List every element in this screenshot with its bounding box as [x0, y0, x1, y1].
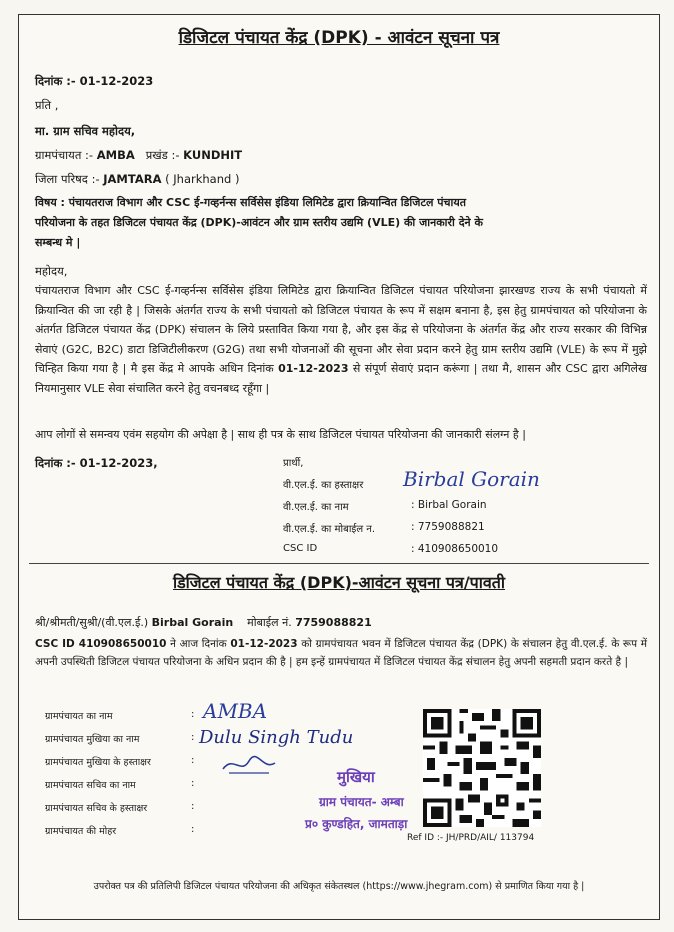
receipt-mobile-label: मोबाईल नं. — [247, 616, 292, 629]
vle-signature: Birbal Gorain — [403, 467, 540, 491]
prakhand-label: प्रखंड :- — [145, 148, 180, 162]
salutation: महोदय, — [35, 264, 68, 278]
addressee: मा. ग्राम सचिव महोदय, — [35, 124, 136, 138]
form-label-sachiv-sign: ग्रामपंचायत सचिव के हस्ताक्षर — [45, 803, 148, 814]
cooperation-line: आप लोगों से समन्वय एवंम सहयोग की अपेक्षा है | साथ ही पत्र के साथ डिजिटल पंचायत परियोजना की जानकारी संलग्न है | — [35, 428, 526, 441]
colon: : — [191, 755, 195, 766]
colon: : — [191, 824, 195, 835]
letter-title: डिजिटल पंचायत केंद्र (DPK) - आवंटन सूचना पत्र — [178, 28, 500, 48]
date-line: दिनांक :- 01-12-2023 — [35, 74, 154, 88]
prarthi: प्रार्थी, — [283, 458, 304, 469]
receipt-text: ने आज दिनांक — [166, 638, 231, 650]
vle-sign-label: वी.एल.ई. का हस्ताक्षर — [283, 480, 364, 491]
csc-id: : 410908650010 — [411, 543, 499, 555]
form-label-mukhiya-sign: ग्रामपंचायत मुखिया के हस्ताक्षर — [45, 757, 151, 768]
letter-page — [18, 14, 660, 920]
receipt-name: Birbal Gorain — [151, 616, 234, 629]
receipt-name-label: श्री/श्रीमती/सुश्री/(वी.एल.ई.) — [35, 616, 149, 629]
colon: : — [191, 801, 195, 812]
receipt-name-line — [35, 615, 372, 631]
form-label-panchayat: ग्रामपंचायत का नाम — [45, 711, 113, 722]
body-text: पंचायतराज विभाग और CSC ई-गव्हर्नन्स सर्विसेस इंडिया लिमिटेड द्वारा क्रियान्वित डिजिटल पंचायत परियोजना झारखण्ड राज्य के सभी पंचायतो में क्रियान्वित की जा रही है | जिसके अंतर्गत राज्य के सभी पंचायतो को डिजिटल पंचायत के रूप में सक्षम बनाना है, इस हेतु ग्रामपंचायत को परियोजना के अंतर्गत डिजिटल पंचायत केंद्र (DPK) संचालन के लिये प्रस्तावित किया गया है, और इस केंद्र से परियोजना के अंतर्गत केंद्र और राज्य सरकार की विभिन्न सेवाएं (G2C, B2C) डाटा डिजिटीलीकरण (G2G) तथा सभी योजनाओं की सूचना और सेवा प्रदान करने हेतु ग्राम स्तरीय उद्यमि (VLE) के रूप में मुझे चिन्हित किया गया है | मै इस केंद्र मे आपके अधिन दिनांक — [35, 284, 647, 375]
stamp-location: प्र० कुण्डहित, जामताड़ा — [305, 817, 408, 831]
vle-name: : Birbal Gorain — [411, 499, 487, 511]
section-divider — [29, 563, 649, 564]
subject-line-2: परियोजना के तहत डिजिटल पंचायत केंद्र (DPK)-आवंटन और ग्राम स्तरीय उद्यमि (VLE) की जानकारी देने के — [35, 216, 483, 229]
receipt-date: 01-12-2023 — [230, 638, 298, 650]
zila-line — [35, 171, 239, 187]
colon: : — [191, 732, 195, 743]
vle-name-label: वी.एल.ई. का नाम — [283, 502, 349, 513]
body-paragraph — [35, 281, 647, 398]
state-value: ( Jharkhand ) — [165, 172, 240, 186]
gram-panchayat-label: ग्रामपंचायत :- — [35, 148, 94, 162]
body-text-end: से संपूर्ण सेवाएं प्रदान करूंगा | तथा मै, शासन और CSC द्वारा अगिलेख नियमानुसार VLE सेवा संचालित करने हेतु वचनबध्द रहूँगा | — [35, 362, 647, 395]
zila-value: JAMTARA — [103, 172, 162, 186]
qr-code — [423, 709, 541, 827]
receipt-mobile: 7759088821 — [295, 616, 372, 629]
prati: प्रति , — [35, 98, 59, 112]
form-label-seal: ग्रामपंचायत की मोहर — [45, 826, 117, 837]
vle-mobile: : 7759088821 — [411, 521, 485, 533]
receipt-text-end: को ग्रामपंचायत भवन में डिजिटल पंचायत केंद्र (DPK) के संचालन हेतु वी.एल.ई. के रूप में अपनी उपस्थिती डिजिटल पंचायत परियोजना के अधिन प्रदान की है | हम इन्हें ग्रामपंचायत में डिजिटल पंचायत केंद्र संचालन हेतु अपनी सहमती प्रदान करते है | — [35, 638, 648, 668]
body-date: 01-12-2023 — [278, 362, 349, 375]
subject-line-3: सम्बन्ध मे | — [35, 236, 81, 249]
receipt-paragraph — [35, 635, 647, 671]
handwritten-mukhiya: Dulu Singh Tudu — [199, 727, 354, 748]
form-label-mukhiya-name: ग्रामपंचायत मुखिया का नाम — [45, 734, 140, 745]
gram-panchayat-value: AMBA — [96, 148, 135, 162]
date-line-2: दिनांक :- 01-12-2023, — [35, 456, 158, 470]
subject-line-1: विषय : पंचायतराज विभाग और CSC ई-गव्हर्नन्स सर्विसेस इंडिया लिमिटेड द्वारा क्रियान्वित डिजिटल पंचायत — [35, 196, 467, 209]
handwritten-amba: AMBA — [203, 699, 268, 723]
footer-note: उपरोक्त पत्र की प्रतिलिपी डिजिटल पंचायत परियोजना की अधिकृत संकेतस्थल (https://www.jhegram.com) से प्रमाणित किया गया है | — [93, 881, 585, 892]
csc-id-label: CSC ID — [283, 543, 318, 554]
stamp-mukhiya: मुखिया — [337, 768, 375, 786]
colon: : — [191, 778, 195, 789]
form-label-sachiv-name: ग्रामपंचायत सचिव का नाम — [45, 780, 136, 791]
vle-mobile-label: वी.एल.ई. का मोबाईल न. — [283, 524, 376, 535]
stamp-panchayat: ग्राम पंचायत- अम्बा — [319, 795, 404, 809]
receipt-title: डिजिटल पंचायत केंद्र (DPK)-आवंटन सूचना पत्र/पावती — [172, 573, 506, 592]
prakhand-value: KUNDHIT — [183, 148, 243, 162]
ref-id: Ref ID :- JH/PRD/AIL/ 113794 — [407, 833, 535, 843]
mukhiya-signature-scribble — [219, 753, 279, 777]
colon: : — [191, 709, 195, 720]
zila-label: जिला परिषद :- — [35, 172, 100, 186]
receipt-csc: CSC ID 410908650010 — [35, 638, 167, 650]
panchayat-line — [35, 147, 242, 163]
